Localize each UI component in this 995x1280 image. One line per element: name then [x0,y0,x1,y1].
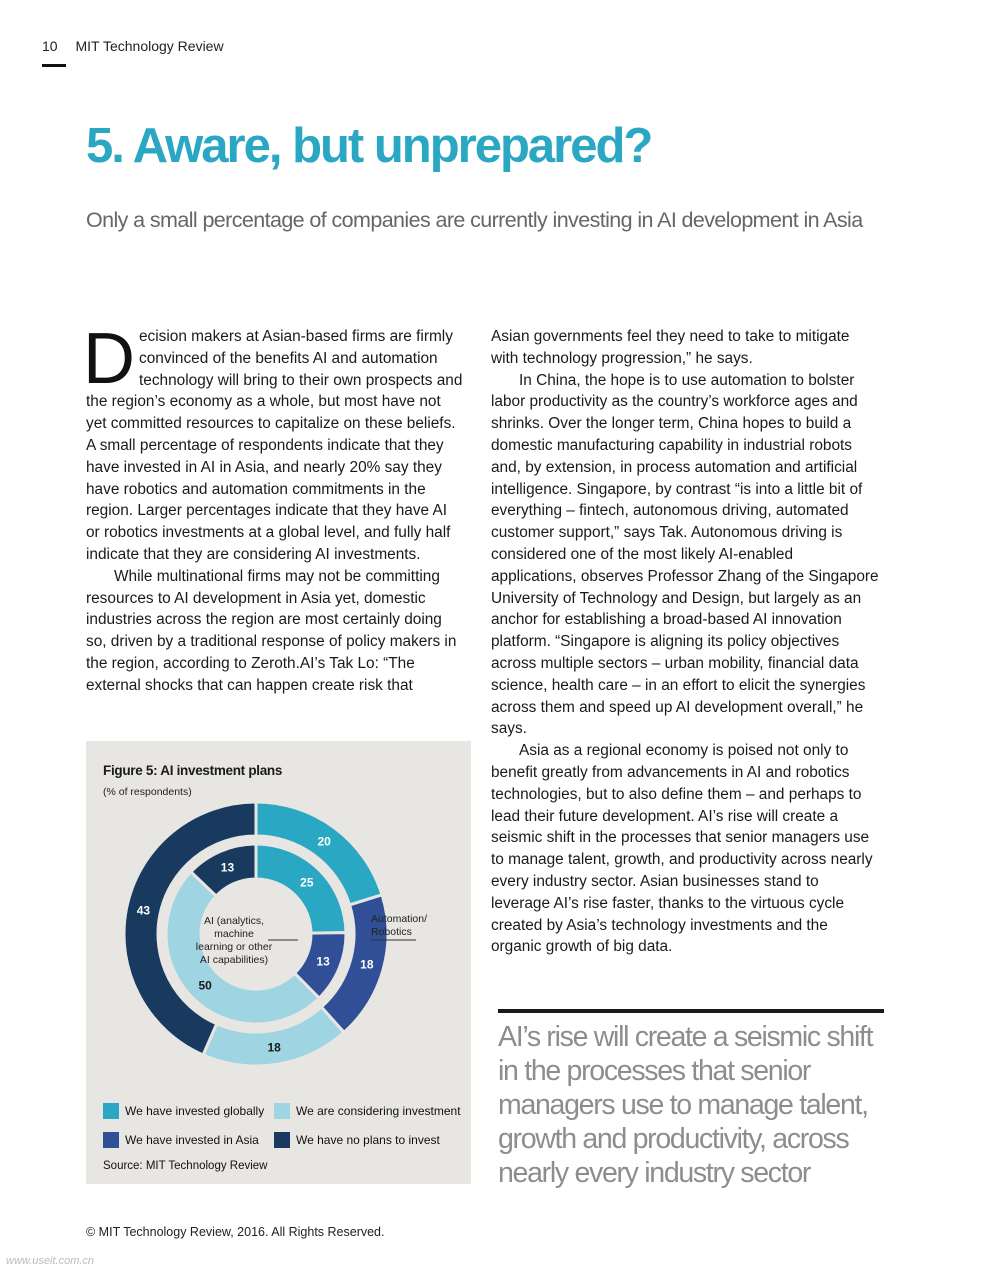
outer-ring-value-label: 18 [267,1040,281,1055]
legend-item [274,1103,461,1119]
legend-swatch [274,1132,290,1148]
figure-subtitle: (% of respondents) [103,786,192,798]
legend-label: We have invested globally [125,1104,265,1118]
watermark: www.useit.com.cn [6,1255,95,1267]
figure-source: Source: MIT Technology Review [103,1160,268,1172]
copyright-footer: © MIT Technology Review, 2016. All Rights Reserved. [86,1225,385,1239]
pull-quote: AI’s rise will create a seismic shift in the processes that senior managers use to manage talent, growth and productivity, across nearly every industry sector [498,1021,873,1189]
legend-swatch [274,1103,290,1119]
inner-ring-caption-line: AI capabilities) [199,954,269,966]
legend-label: We have no plans to invest [296,1133,440,1147]
paragraph: In China, the hope is to use automation to bolster labor productivity as the country’s workforce ages and shrinks. Over the longer term, China hopes to build a domestic manufacturing capability in industrial robots and, by extension, in process automation and artificial intelligence. Singapore, by contrast “is into a little bit of everything – fintech, autonomous driving, automated customer support,” says Tak. Autonomous driving is considered one of the most likely AI-enabled applications, observes Professor Zhang of the Singapore University of Technology and Design, but largely as an anchor for establishing a broad-based AI innovation platform. “Singapore is aligning its policy objectives across multiple sectors – urban mobility, financial data science, health care – in an effort to elicit the synergies across them and speed up AI development overall,” he says. [491,371,879,738]
publication-name: MIT Technology Review [75,38,224,54]
figure-box [86,741,471,1184]
legend-swatch [103,1132,119,1148]
paragraph: While multinational firms may not be committing resources to AI development in Asia yet, domestic industries across the region are most certainly doing so, driven by a traditional response of policy makers in the region, according to Zeroth.AI’s Tak Lo: “The external shocks that can happen create risk that [86,567,457,694]
left-column [83,319,464,697]
pull-quote-rule [498,1009,884,1013]
page-header [42,38,224,54]
inner-ring-value-label: 25 [300,875,314,890]
inner-ring-caption-line: machine [214,928,254,940]
inner-ring-value-label: 13 [316,954,330,969]
header-rule [42,64,66,67]
page-number: 10 [42,38,58,54]
donut-chart [86,741,471,1101]
legend-item [274,1132,440,1148]
paragraph: Asian governments feel they need to take to mitigate with technology progression,” he says. [491,328,850,367]
outer-ring-value-label: 20 [317,834,331,849]
legend-item [103,1103,264,1119]
inner-ring-caption-line: AI (analytics, [203,915,265,927]
paragraph [83,319,464,566]
dropcap: D [83,319,135,399]
page-subtitle: Only a small percentage of companies are currently investing in AI development in Asia [86,208,863,232]
figure-title: Figure 5: AI investment plans [103,763,283,778]
outer-ring-caption-line: Robotics [371,926,412,938]
paragraph: Asia as a regional economy is poised not only to benefit greatly from advancements in AI and robotics technologies, but to also define them – and perhaps to lead their future development. AI’s rise will create a seismic shift in the processes that senior managers use to manage talent, growth, and productivity across nearly every industry sector. Asian businesses stand to leverage AI’s rise faster, thanks to the virtuous cycle created by Asia’s technology investments and the organic growth of big data. [491,742,873,956]
outer-ring-value-label: 18 [360,957,374,972]
legend-swatch [103,1103,119,1119]
inner-ring-value-label: 50 [198,978,212,993]
legend-label: We have invested in Asia [125,1133,259,1147]
legend-item [103,1132,259,1148]
inner-ring-value-label: 13 [220,860,235,875]
outer-ring-caption-line: Automation/ [371,913,428,925]
legend-label: We are considering investment [296,1104,461,1118]
outer-ring-value-label: 43 [136,903,151,918]
inner-ring-caption-line: learning or other [195,941,273,953]
right-column [491,326,881,958]
page-title: 5. Aware, but unprepared? [86,119,652,173]
paragraph-text: ecision makers at Asian-based firms are firmly convinced of the benefits AI and automation technology will bring to their own prospects and the region’s economy as a whole, but most have not yet committed resources to capitalize on these beliefs. A small percentage of respondents indicate that they have invested in AI in Asia, and nearly 20% say they have robotics and automation commitments in the region. Larger percentages indicate that they have AI or robotics investments at a global level, and fully half indicate that they are considering AI investments. [86,328,463,563]
